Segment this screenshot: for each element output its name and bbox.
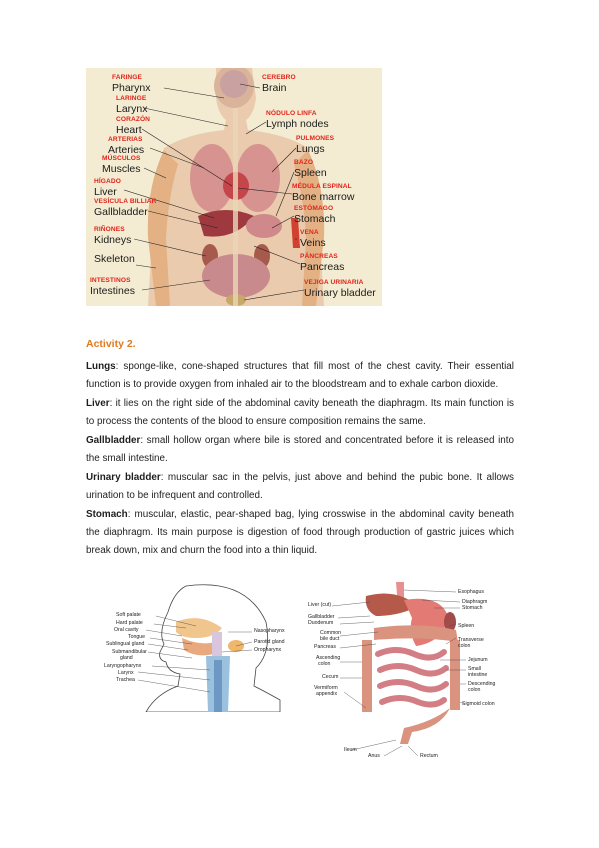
label-en: Heart — [116, 123, 142, 136]
paragraph-stomach — [86, 506, 514, 560]
label-pancreas: Pancreas — [314, 644, 336, 650]
label-es: HÍGADO — [94, 178, 121, 185]
label-common: Common — [320, 630, 342, 636]
label-larynx — [116, 96, 148, 114]
label-spleen: Spleen — [458, 623, 475, 629]
label-ileum: Ileum — [344, 747, 357, 753]
label-en: Lymph nodes — [266, 117, 329, 130]
paragraph-liver — [86, 395, 514, 431]
label-trachea: Trachea — [116, 677, 135, 683]
label-jejunum: Jejunum — [468, 657, 488, 663]
label-en: Larynx — [116, 102, 148, 115]
label-gallbladder: Gallbladder — [308, 614, 335, 620]
label-transverse-colon: colon — [458, 643, 471, 649]
label-spleen — [294, 160, 327, 178]
term: Lungs — [86, 361, 116, 372]
label-en: Brain — [262, 81, 287, 94]
label-appendix: appendix — [316, 691, 338, 697]
label-es: MÚSCULOS — [102, 155, 141, 162]
label-stomach — [294, 206, 335, 224]
activity-heading: Activity 2. — [86, 338, 136, 350]
label-es: NÓDULO LINFA — [266, 110, 317, 117]
label-vermiform: Vermiform — [314, 685, 338, 691]
label-urinary-bladder — [304, 280, 376, 298]
label-veins — [300, 230, 326, 248]
label-soft-palate: Soft palate — [116, 612, 141, 618]
paragraph-gallbladder — [86, 432, 514, 468]
label-sigmoid-colon: Sigmoid colon — [462, 701, 495, 707]
label-en: Liver — [94, 185, 117, 198]
label-es: CORAZÓN — [116, 116, 151, 123]
label-es: CEREBRO — [262, 74, 296, 81]
label-es: LARINGE — [116, 95, 147, 102]
label-en: Lungs — [296, 142, 325, 155]
label-descending: Descending — [468, 681, 496, 687]
digestive-system-figure — [300, 582, 512, 762]
label-stomach: Stomach — [462, 605, 483, 611]
label-en: Muscles — [102, 162, 141, 175]
label-pancreas — [300, 254, 344, 272]
head-throat-figure — [96, 582, 286, 712]
label-submandibular-gland: gland — [120, 655, 133, 661]
human-organs-figure — [86, 68, 382, 306]
paragraph-urinary-bladder — [86, 469, 514, 505]
label-en: Pharynx — [112, 81, 151, 94]
term: Gallbladder — [86, 435, 141, 446]
label-en: Intestines — [90, 284, 135, 297]
label-brain — [262, 75, 296, 93]
label-duodenum: Duodenum — [308, 620, 334, 626]
term: Stomach — [86, 509, 128, 520]
label-en: Pancreas — [300, 260, 345, 273]
label-laryngopharynx: Laryngopharynx — [104, 663, 142, 669]
label-cecum: Cecum — [322, 674, 339, 680]
label-parotid-gland: Parotid gland — [254, 639, 285, 645]
label-arteries — [108, 137, 144, 155]
term: Liver — [86, 398, 110, 409]
label-es: BAZO — [294, 159, 314, 166]
label-ascending-colon: colon — [318, 661, 331, 667]
label-en: Spleen — [294, 166, 327, 179]
label-es: VENA — [300, 229, 319, 236]
label-es: VEJIGA URINARIA — [304, 279, 364, 286]
definition: : it lies on the right side of the abdominal cavity beneath the diaphragm. Its main function is to process the contents of the blood to ensure composition remains the same. — [86, 398, 514, 427]
label-intestines — [90, 278, 135, 296]
label-small-intestine: intestine — [468, 672, 488, 678]
label-muscles — [102, 156, 141, 174]
label-sublingual-gland: Sublingual gland — [106, 641, 145, 647]
label-hard-palate: Hard palate — [116, 620, 143, 626]
label-es: VESÍCULA BILLIAR — [94, 198, 157, 205]
label-descending-colon: colon — [468, 687, 481, 693]
label-diaphragm: Diaphragm — [462, 599, 488, 605]
label-en: Skeleton — [94, 253, 135, 265]
label-bile-duct: bile duct — [320, 636, 340, 642]
label-esophagus: Esophagus — [458, 589, 484, 595]
label-ascending: Ascending — [316, 655, 341, 661]
label-transverse: Transverse — [458, 637, 484, 643]
label-oropharynx: Oropharynx — [254, 647, 282, 653]
label-en: Veins — [300, 236, 326, 249]
label-es: PÁNCREAS — [300, 253, 338, 260]
definition: : muscular sac in the pelvis, just above and behind the pubic bone. It allows urination to be infrequent and controlled. — [86, 472, 514, 501]
label-kidneys — [94, 227, 131, 245]
label-en: Arteries — [108, 143, 145, 156]
label-heart — [116, 117, 150, 135]
label-nasopharynx: Nasopharynx — [254, 628, 285, 634]
label-bone-marrow — [292, 184, 354, 202]
label-pharynx — [112, 75, 151, 93]
label-en: Stomach — [294, 212, 336, 225]
label-es: MÉDULA ESPINAL — [292, 183, 352, 190]
label-skeleton — [94, 253, 135, 265]
label-gallbladder — [94, 199, 157, 217]
definition: : muscular, elastic, pear-shaped bag, lying crosswise in the abdominal cavity beneath the diaphragm. Its main purpose is digestion of food through production of gastric juices which break down, mix and churn the food into a thin liquid. — [86, 509, 514, 556]
label-es: PULMONES — [296, 135, 335, 142]
paragraph-lungs — [86, 358, 514, 394]
label-submandibular: Submandibular — [112, 649, 147, 655]
label-oral-cavity: Oral cavity — [114, 627, 139, 633]
label-en: Kidneys — [94, 233, 132, 246]
label-es: FARINGE — [112, 74, 143, 81]
definition: : sponge-like, cone-shaped structures that fill most of the chest cavity. Their essential function is to provide oxygen from inhaled air to the bloodstream and to exhale carbon dioxide. — [86, 361, 514, 390]
label-larynx: Larynx — [118, 670, 134, 676]
term: Urinary bladder — [86, 472, 161, 483]
label-liver-cut: Liver (cut) — [308, 602, 332, 608]
label-en: Gallbladder — [94, 205, 148, 218]
label-es: ESTÓMAGO — [294, 205, 334, 212]
label-es: RIÑONES — [94, 226, 125, 233]
label-en: Urinary bladder — [304, 286, 376, 299]
label-small: Small — [468, 666, 481, 672]
label-lymph-nodes — [266, 111, 329, 129]
label-tongue: Tongue — [128, 634, 146, 640]
label-en: Bone marrow — [292, 190, 355, 203]
label-anus: Anus — [368, 753, 380, 759]
label-es: INTESTINOS — [90, 277, 131, 284]
label-liver — [94, 179, 121, 197]
label-rectum: Rectum — [420, 753, 438, 759]
label-lungs — [296, 136, 334, 154]
label-es: ARTERIAS — [108, 136, 143, 143]
definition: : small hollow organ where bile is stored and concentrated before it is released into the small intestine. — [86, 435, 514, 464]
